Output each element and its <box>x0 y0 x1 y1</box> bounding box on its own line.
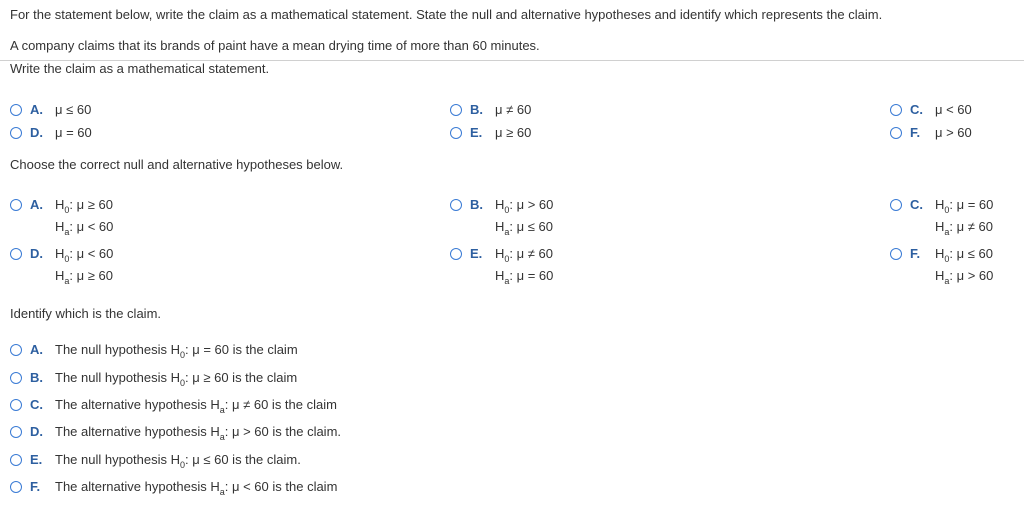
q3-option-f[interactable] <box>10 479 337 495</box>
hypotheses-pair <box>55 246 113 284</box>
q3-option-c[interactable] <box>10 397 337 413</box>
radio-button[interactable] <box>450 104 462 116</box>
option-expression: μ > 60 <box>935 125 972 140</box>
alternative-hypothesis: $H_a$: μ > 60 <box>935 268 994 286</box>
option-text: The null hypothesis $H_0$: μ ≤ 60 is the claim. <box>55 452 301 470</box>
radio-button[interactable] <box>10 127 22 139</box>
option-letter: B. <box>30 370 43 385</box>
q3-option-a[interactable] <box>10 342 298 358</box>
hypotheses-pair <box>495 197 553 235</box>
radio-button[interactable] <box>890 199 902 211</box>
q2-option-c[interactable] <box>890 197 993 235</box>
option-letter: A. <box>30 102 43 117</box>
radio-button[interactable] <box>10 344 22 356</box>
option-letter: D. <box>30 125 43 140</box>
null-hypothesis: $H_0$: μ ≠ 60 <box>495 246 553 264</box>
radio-button[interactable] <box>10 399 22 411</box>
q1-option-e[interactable] <box>450 125 531 141</box>
option-letter: E. <box>470 125 483 140</box>
q1-option-d[interactable] <box>10 125 92 141</box>
radio-button[interactable] <box>10 372 22 384</box>
hypotheses-pair <box>935 197 993 235</box>
option-text: The alternative hypothesis $H_a$: μ > 60 is the claim. <box>55 424 342 442</box>
option-letter: A. <box>30 342 43 357</box>
option-letter: A. <box>30 197 43 212</box>
option-letter: F. <box>910 246 921 261</box>
q1-option-a[interactable] <box>10 102 91 118</box>
option-expression: μ = 60 <box>55 125 92 140</box>
option-letter: C. <box>910 197 923 212</box>
radio-button[interactable] <box>450 127 462 139</box>
null-hypothesis: $H_0$: μ ≥ 60 <box>55 197 113 215</box>
radio-button[interactable] <box>450 199 462 211</box>
option-letter: D. <box>30 424 43 439</box>
option-text: The alternative hypothesis $H_a$: μ ≠ 60 is the claim <box>55 397 337 415</box>
q2-option-f[interactable] <box>890 246 993 284</box>
null-hypothesis: $H_0$: μ = 60 <box>935 197 994 215</box>
q1-option-c[interactable] <box>890 102 972 118</box>
option-expression: μ ≥ 60 <box>495 125 532 140</box>
radio-button[interactable] <box>450 248 462 260</box>
alternative-hypothesis: $H_a$: μ = 60 <box>495 268 554 286</box>
alternative-hypothesis: $H_a$: μ ≠ 60 <box>935 219 993 237</box>
radio-button[interactable] <box>10 426 22 438</box>
hypotheses-pair <box>495 246 553 284</box>
q2-option-d[interactable] <box>10 246 113 284</box>
q1-option-f[interactable] <box>890 125 972 141</box>
q3-option-d[interactable] <box>10 424 341 440</box>
option-letter: C. <box>30 397 43 412</box>
radio-button[interactable] <box>890 127 902 139</box>
radio-button[interactable] <box>10 199 22 211</box>
q2-option-a[interactable] <box>10 197 113 235</box>
radio-button[interactable] <box>10 454 22 466</box>
null-hypothesis: $H_0$: μ ≤ 60 <box>935 246 993 264</box>
null-hypothesis: $H_0$: μ < 60 <box>55 246 114 264</box>
radio-button[interactable] <box>10 104 22 116</box>
option-letter: B. <box>470 102 483 117</box>
question-1-label: Write the claim as a mathematical statement. <box>10 61 270 76</box>
option-expression: μ ≠ 60 <box>495 102 532 117</box>
q3-option-b[interactable] <box>10 370 297 386</box>
option-letter: D. <box>30 246 43 261</box>
alternative-hypothesis: $H_a$: μ ≤ 60 <box>495 219 553 237</box>
option-letter: E. <box>30 452 43 467</box>
null-hypothesis: $H_0$: μ > 60 <box>495 197 554 215</box>
question-2-label: Choose the correct null and alternative hypotheses below. <box>10 157 344 172</box>
alternative-hypothesis: $H_a$: μ < 60 <box>55 219 114 237</box>
option-text: The null hypothesis $H_0$: μ = 60 is the claim <box>55 342 298 360</box>
instruction-text: For the statement below, write the claim as a mathematical statement. State the null and alternative hypotheses and identify which represents the claim. <box>10 7 883 22</box>
q2-option-e[interactable] <box>450 246 553 284</box>
option-letter: F. <box>30 479 41 494</box>
radio-button[interactable] <box>890 248 902 260</box>
option-letter: F. <box>910 125 921 140</box>
q3-option-e[interactable] <box>10 452 301 468</box>
q1-option-b[interactable] <box>450 102 531 118</box>
option-letter: B. <box>470 197 483 212</box>
hypotheses-pair <box>935 246 993 284</box>
question-3-label: Identify which is the claim. <box>10 306 162 321</box>
option-expression: μ ≤ 60 <box>55 102 92 117</box>
option-text: The alternative hypothesis $H_a$: μ < 60 is the claim <box>55 479 338 497</box>
option-text: The null hypothesis $H_0$: μ ≥ 60 is the claim <box>55 370 298 388</box>
radio-button[interactable] <box>10 481 22 493</box>
option-letter: C. <box>910 102 923 117</box>
alternative-hypothesis: $H_a$: μ ≥ 60 <box>55 268 113 286</box>
q2-option-b[interactable] <box>450 197 553 235</box>
claim-statement: A company claims that its brands of paint have a mean drying time of more than 60 minutes. <box>10 38 540 53</box>
option-letter: E. <box>470 246 483 261</box>
radio-button[interactable] <box>890 104 902 116</box>
radio-button[interactable] <box>10 248 22 260</box>
option-expression: μ < 60 <box>935 102 972 117</box>
hypotheses-pair <box>55 197 113 235</box>
